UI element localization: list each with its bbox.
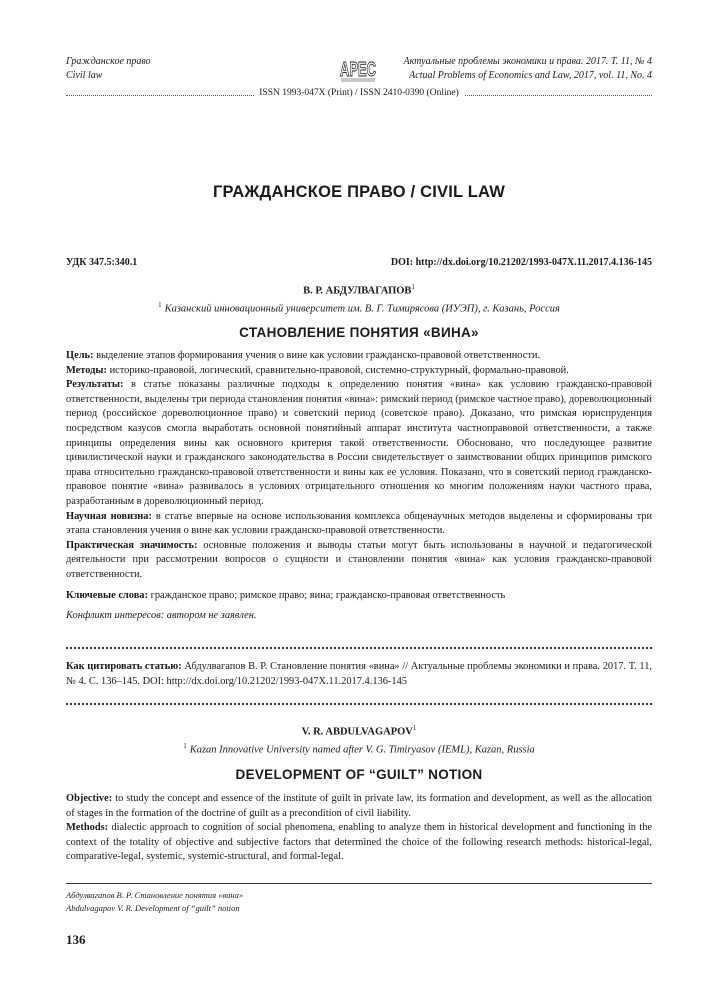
affiliation-en [66,742,652,756]
udk-doi-row [66,257,652,268]
affiliation-en-sup: 1 [183,742,187,750]
dotted-separator-2 [66,703,652,705]
author-ru-name: В. Р. АБДУЛВАГАПОВ [303,285,412,297]
footer-rule [66,883,652,884]
author-en [66,724,652,738]
results-label: Результаты: [66,379,124,391]
svg-text:АРЕС: АРЕС [340,59,376,81]
novelty-label: Научная новизна: [66,510,152,522]
journal-logo [338,52,378,84]
objective-text: to study the concept and essence of the institute of guilt in private law, its formation and development, as well as the allocation of stages in the formation of the doctrine of guilt as a precondition of civil liability. [66,793,652,819]
results-para [66,378,652,509]
header-left-en: Civil law [66,70,103,81]
objective-para [66,792,652,821]
dotted-separator-1 [66,647,652,649]
practical-label: Практическая значимость: [66,539,198,551]
running-footer [66,889,243,914]
author-en-sup: 1 [412,724,417,732]
header-right-ru: Актуальные проблемы экономики и права. 2017. Т. 11, № 4 [403,56,652,67]
footer-line-en: Abdulvagapov V. R. Development of “guilt” notion [66,902,240,913]
novelty-text: в статье впервые на основе использования комплекса общенаучных методов выделены и сформированы три этапа становления учения о вине как условии гражданско-правовой ответственности. [66,510,652,537]
article-title-ru: СТАНОВЛЕНИЕ ПОНЯТИЯ «ВИНА» [239,325,479,340]
udk: УДК 347.5:340.1 [66,257,138,268]
results-text: в статье показаны различные подходы к определению понятия «вина» как условию гражданско-правовой ответственности, выделены три периода становления понятия «вина»: римский период (римское частное право), дореволюционный период (российское дореволюционное право) и советский период (советское право). Доказано, что римская юриспруденция посредством казусов смогла выработать основной понятийный аппарат института частноправовой ответственности, а также принципы определения вины как основного критерия такой ответственности. Обосновано, что последующее развитие цивилистической науки и гражданского законодательства в России свидетельствует о заимствовании общих принципов римского права относительно гражданско-правовой ответственности и вины как ее условия. Показано, что в советский период гражданско-правовое понятие «вина» развивалось в условиях отрицательного отношения ко многим положениям науки частного права, разработанным в дореволюционный период. [66,379,652,507]
methods-text: историко-правовой, логический, сравнительно-правовой, системно-структурный, формально-правовой. [106,364,569,376]
doi: DOI: http://dx.doi.org/10.21202/1993-047X.11.2017.4.136-145 [390,257,652,268]
author-en-name: V. R. ABDULVAGAPOV [301,726,413,738]
methods-para [66,364,652,379]
abstract-en [66,792,652,865]
author-ru [66,283,652,297]
methods-en-text: dialectic approach to cognition of social phenomena, enabling to analyze them in historical development and functioning in the context of the totality of objective and subjective factors that determined the choice of the following research methods: historical-legal, comparative-legal, systemic, systemic-structural, and formal-legal. [66,822,652,863]
section-title: ГРАЖДАНСКОЕ ПРАВО / CIVIL LAW [212,183,506,201]
author-ru-sup: 1 [411,283,415,291]
affiliation-ru-sup: 1 [158,301,162,309]
practical-para [66,539,652,583]
affiliation-en-text: Kazan Innovative University named after V. G. Timiryasov (IEML), Kazan, Russia [189,744,535,756]
affiliation-ru-text: Казанский инновационный университет им. В. Г. Тимирясова (ИУЭП), г. Казань, Россия [164,303,560,315]
practical-text: основные положения и выводы статьи могут быть использованы в научной и педагогической деятельности при рассмотрении вопросов о сущности и становлении понятия «вина» как условия гражданско-правовой ответственности. [66,539,652,580]
methods-en-para [66,821,652,865]
keywords-label: Ключевые слова: [66,589,148,601]
goal-text: выделение этапов формирования учения о вине как условии гражданско-правовой ответственности. [93,350,541,361]
header-left [66,55,151,83]
footer-line-ru: Абдулвагапов В. Р. Становление понятия «вина» [66,890,244,900]
header-right [404,55,653,83]
goal-label: Цель: [66,350,94,361]
affiliation-ru [66,301,652,315]
article-title-en: DEVELOPMENT OF “GUILT” NOTION [235,767,483,782]
keywords-text: гражданское право; римское право; вина; гражданско-правовая ответственность [147,589,506,601]
header-right-en: Actual Problems of Economics and Law, 2017, vol. 11, No. 4 [409,70,652,81]
objective-label: Objective: [66,793,113,804]
page-number: 136 [66,932,86,947]
citation-text: Абдулвагапов В. Р. Становление понятия «вина» // Актуальные проблемы экономики и права. 2017. Т. 11, № 4. С. 136–145. DOI: http://dx.doi.org/10.21202/1993-047X.11.2017.4.136-145 [66,661,652,687]
methods-en-label: Methods: [66,822,109,834]
keywords-para [66,589,652,604]
running-header [66,55,652,83]
abstract-ru [66,349,652,624]
citation [66,660,652,689]
citation-label: Как цитировать статью: [66,661,182,672]
conflict-of-interest: Конфликт интересов: автором не заявлен. [66,610,257,622]
issn-row [66,88,652,102]
methods-label: Методы: [66,364,107,376]
goal-para [66,349,652,364]
issn: ISSN 1993-047X (Print) / ISSN 2410-0390 (Online) [254,88,464,98]
header-left-ru: Гражданское право [66,56,151,67]
novelty-para [66,510,652,539]
